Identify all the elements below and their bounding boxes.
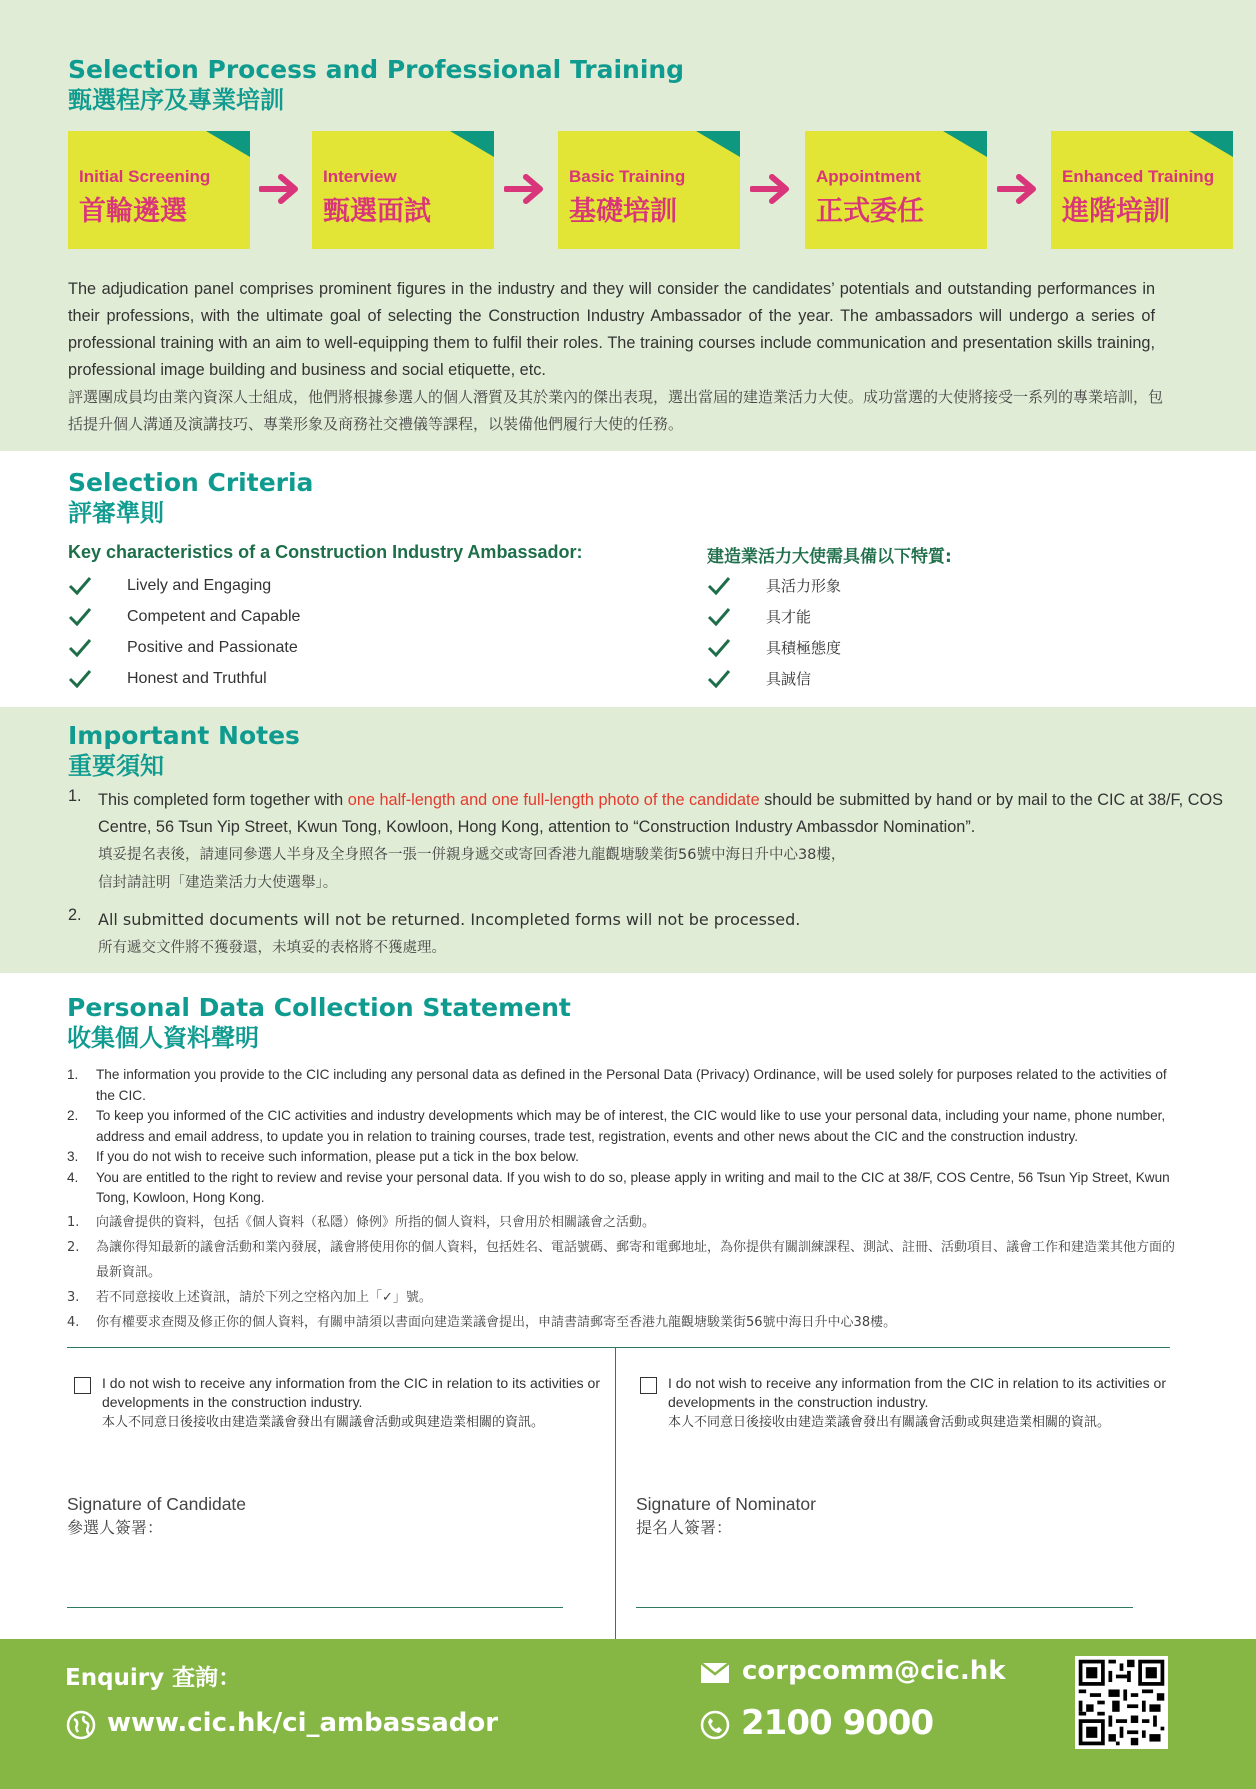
criteria-item-label: 具活力形象 <box>766 577 842 595</box>
important-notes-title <box>68 721 300 781</box>
criteria-heading-en: Key characteristics of a Construction Industry Ambassador: <box>68 542 583 562</box>
item-text: To keep you informed of the CIC activities and industry developments which may be of interest, the CIC would like to use your personal data, including your name, phone number, address and email address, to update you in relation to training courses, trade test, registration, events and other news about the CIC and the construction industry. <box>96 1108 1166 1144</box>
important-notes-section <box>0 707 1256 973</box>
section-title-en: Personal Data Collection Statement <box>67 993 571 1022</box>
item-number: 3. <box>67 1290 80 1305</box>
section-title-en: Important Notes <box>68 721 300 750</box>
note-body <box>98 906 1243 962</box>
arrow-right-icon <box>750 169 794 209</box>
optout-text-zh: 本人不同意日後接收由建造業議會發出有關議會活動或與建造業相關的資訊。 <box>102 1415 545 1430</box>
optout-text-en: I do not wish to receive any information from the CIC in relation to its activities or developments in the construction industry. <box>102 1375 600 1410</box>
signature-nominator <box>636 1492 816 1540</box>
process-steps <box>68 131 1234 249</box>
note-body <box>98 787 1243 897</box>
item-number: 1. <box>67 1215 80 1230</box>
list-item <box>67 1210 1177 1235</box>
arrow-right-icon <box>997 169 1041 209</box>
note-number: 1. <box>68 787 82 805</box>
optout-checkbox-candidate[interactable] <box>74 1377 91 1394</box>
optout-text-en: I do not wish to receive any information from the CIC in relation to its activities or developments in the construction industry. <box>668 1375 1166 1410</box>
list-item <box>67 1310 1177 1335</box>
step-interview <box>312 131 494 249</box>
arrow-right-icon <box>504 169 548 209</box>
item-number: 4. <box>67 1169 79 1185</box>
signature-line-candidate[interactable] <box>67 1607 563 1608</box>
note-text: This completed form together with <box>98 791 348 809</box>
section-title-en: Selection Criteria <box>68 468 314 497</box>
section-title-zh: 甄選程序及專業培訓 <box>68 86 284 114</box>
signature-line-nominator[interactable] <box>636 1607 1133 1608</box>
envelope-icon <box>700 1662 730 1684</box>
list-item <box>707 606 841 637</box>
signature-label-en: Signature of Nominator <box>636 1494 816 1514</box>
note-text-zh: 信封請註明「建造業活力大使選舉」。 <box>98 875 338 891</box>
checkmark-icon <box>68 668 92 690</box>
corner-decoration <box>696 131 740 157</box>
note-number: 2. <box>68 906 82 924</box>
list-item <box>67 1106 1177 1147</box>
list-item <box>67 1168 1177 1209</box>
checkmark-icon <box>68 637 92 659</box>
list-item <box>67 1147 1177 1168</box>
section-title-zh: 收集個人資料聲明 <box>67 1024 259 1052</box>
criteria-list-zh <box>707 575 841 699</box>
item-number: 2. <box>67 1108 79 1123</box>
list-item <box>68 668 300 699</box>
criteria-heading-zh: 建造業活力大使需具備以下特質: <box>707 547 952 567</box>
step-appointment <box>805 131 987 249</box>
list-item <box>68 637 300 668</box>
criteria-item-label: Lively and Engaging <box>127 577 272 594</box>
checkmark-icon <box>68 606 92 628</box>
note-highlight-zh: 參選人半身及全身照各一張 <box>243 847 417 863</box>
list-item <box>707 637 841 668</box>
list-item <box>67 1065 1177 1106</box>
selection-process-section <box>0 0 1256 451</box>
website-link[interactable]: www.cic.hk/ci_ambassador <box>107 1708 499 1738</box>
selection-criteria-title <box>68 468 313 528</box>
item-number: 3. <box>67 1149 79 1164</box>
criteria-item-label: 具積極態度 <box>766 639 842 657</box>
corner-decoration <box>1189 131 1233 157</box>
selection-criteria-section <box>0 451 1256 707</box>
item-text: You are entitled to the right to review and revise your personal data. If you wish to do so, please apply in writing and mail to the CIC at 38/F, COS Centre, 56 Tsun Yip Street, Kwun Tong, Kowloon, Hong Kong. <box>96 1169 1170 1205</box>
optout-text <box>102 1374 602 1432</box>
note-text-zh: 所有遞交文件將不獲發還，未填妥的表格將不獲處理。 <box>98 940 446 956</box>
pdcs-list-zh <box>67 1210 1177 1335</box>
criteria-item-label: Competent and Capable <box>127 608 301 625</box>
enquiry-label: Enquiry 查詢： <box>65 1665 242 1691</box>
list-item <box>68 575 300 606</box>
step-label-zh: 正式委任 <box>816 196 924 227</box>
signature-label-en: Signature of Candidate <box>67 1494 247 1514</box>
qr-code-icon <box>1075 1656 1168 1749</box>
signature-label-zh: 參選人簽署： <box>67 1518 164 1537</box>
list-item <box>707 668 841 699</box>
step-label-zh: 進階培訓 <box>1062 196 1170 227</box>
criteria-item-label: Honest and Truthful <box>127 670 267 687</box>
optout-checkbox-nominator[interactable] <box>640 1377 657 1394</box>
list-item <box>67 1235 1177 1285</box>
step-initial-screening <box>68 131 250 249</box>
optout-text <box>668 1374 1168 1432</box>
step-label-en: Enhanced Training <box>1062 167 1215 186</box>
checkmark-icon <box>707 606 731 628</box>
checkmark-icon <box>707 668 731 690</box>
item-text: If you do not wish to receive such information, please put a tick in the box below. <box>96 1149 579 1164</box>
note-highlight: one half-length and one full-length photo of the candidate <box>347 791 760 809</box>
selection-process-title <box>68 55 684 115</box>
step-label-en: Appointment <box>816 167 921 186</box>
pdcs-title <box>67 993 571 1053</box>
step-label-zh: 甄選面試 <box>323 196 431 227</box>
corner-decoration <box>450 131 494 157</box>
section-title-zh: 評審準則 <box>68 499 164 527</box>
corner-decoration <box>943 131 987 157</box>
step-label-zh: 基礎培訓 <box>569 196 677 227</box>
process-description-zh: 評選團成員均由業內資深人士組成，他們將根據參選人的個人潛質及其於業內的傑出表現，選出當屆的建造業活力大使。成功當選的大使將接受一系列的專業培訓，包括提升個人溝通及演講技巧、專業形象及商務社交禮儀等課程，以裝備他們履行大使的任務。 <box>68 388 1164 433</box>
optout-text-zh: 本人不同意日後接收由建造業議會發出有關議會活動或與建造業相關的資訊。 <box>668 1415 1111 1430</box>
arrow-right-icon <box>259 169 303 209</box>
item-text: 向議會提供的資料，包括《個人資料（私隱）條例》所指的個人資料，只會用於相關議會之活動。 <box>96 1215 656 1230</box>
criteria-item-label: 具誠信 <box>766 670 812 688</box>
note-text-zh: 填妥提名表後，請連同 <box>98 847 243 863</box>
list-item <box>707 575 841 606</box>
step-label-zh: 首輪遴選 <box>79 196 187 227</box>
phone-number: 2100 9000 <box>741 1703 934 1743</box>
process-description-en: The adjudication panel comprises prominent figures in the industry and they will consider the candidates’ potentials and outstanding performances in their professions, with the ultimate goal of selecting the Construction Industry Ambassador of the year. The ambassadors will undergo a series of professional training with an aim to well-equipping them to fulfil their roles. The training courses include communication and presentation skills training, professional image building and business and social etiquette, etc. <box>68 280 1155 379</box>
note-text: should be submitted by hand or by mail to the CIC at 38/F, COS Centre, 56 Tsun Yip Street, Kwun Tong, Kowloon, Hong Kong, attention to “Construction Industry Ambassdor Nomination”. <box>98 791 1223 836</box>
pdcs-section <box>0 973 1256 1639</box>
criteria-list-en <box>68 575 300 699</box>
pdcs-list-en <box>67 1065 1177 1209</box>
criteria-item-label: Positive and Passionate <box>127 639 298 656</box>
note-text: All submitted documents will not be returned. Incompleted forms will not be processed. <box>98 910 801 929</box>
step-label-en: Basic Training <box>569 167 686 186</box>
divider-vertical <box>615 1347 616 1639</box>
note-text-zh: 一併親身遞交或寄回香港九龍觀塘駿業街56號中海日升中心38樓， <box>417 847 846 863</box>
email-link[interactable]: corpcomm@cic.hk <box>742 1656 1006 1686</box>
checkmark-icon <box>707 575 731 597</box>
item-text: The information you provide to the CIC including any personal data as defined in the Personal Data (Privacy) Ordinance, will be used solely for purposes related to the activities of the CIC. <box>96 1067 1167 1103</box>
item-text: 若不同意接收上述資訊，請於下列之空格內加上「✓」號。 <box>96 1290 432 1305</box>
checkmark-icon <box>68 575 92 597</box>
list-item <box>67 1285 1177 1310</box>
step-enhanced-training <box>1051 131 1233 249</box>
step-label-en: Interview <box>323 167 397 186</box>
section-title-en: Selection Process and Professional Training <box>68 55 685 84</box>
item-number: 1. <box>67 1067 79 1082</box>
item-number: 2. <box>67 1240 80 1255</box>
item-text: 為讓你得知最新的議會活動和業內發展，議會將使用你的個人資料，包括姓名、電話號碼、郵寄和電郵地址，為你提供有關訓練課程、測試、註冊、活動項目、議會工作和建造業其他方面的最新資訊。 <box>96 1240 1176 1280</box>
globe-icon <box>66 1710 96 1740</box>
checkmark-icon <box>707 637 731 659</box>
item-number: 4. <box>67 1315 80 1330</box>
step-label-en: Initial Screening <box>79 167 211 186</box>
footer <box>0 1639 1256 1789</box>
signature-label-zh: 提名人簽署： <box>636 1518 733 1537</box>
step-basic-training <box>558 131 740 249</box>
criteria-item-label: 具才能 <box>766 608 812 626</box>
corner-decoration <box>206 131 250 157</box>
divider-horizontal <box>67 1347 1170 1348</box>
list-item <box>68 606 300 637</box>
section-title-zh: 重要須知 <box>68 752 164 780</box>
phone-icon <box>700 1710 730 1740</box>
item-text: 你有權要求查閱及修正你的個人資料，有關申請須以書面向建造業議會提出，申請書請郵寄至香港九龍觀塘駿業街56號中海日升中心38樓。 <box>96 1315 897 1330</box>
signature-candidate <box>67 1492 246 1540</box>
